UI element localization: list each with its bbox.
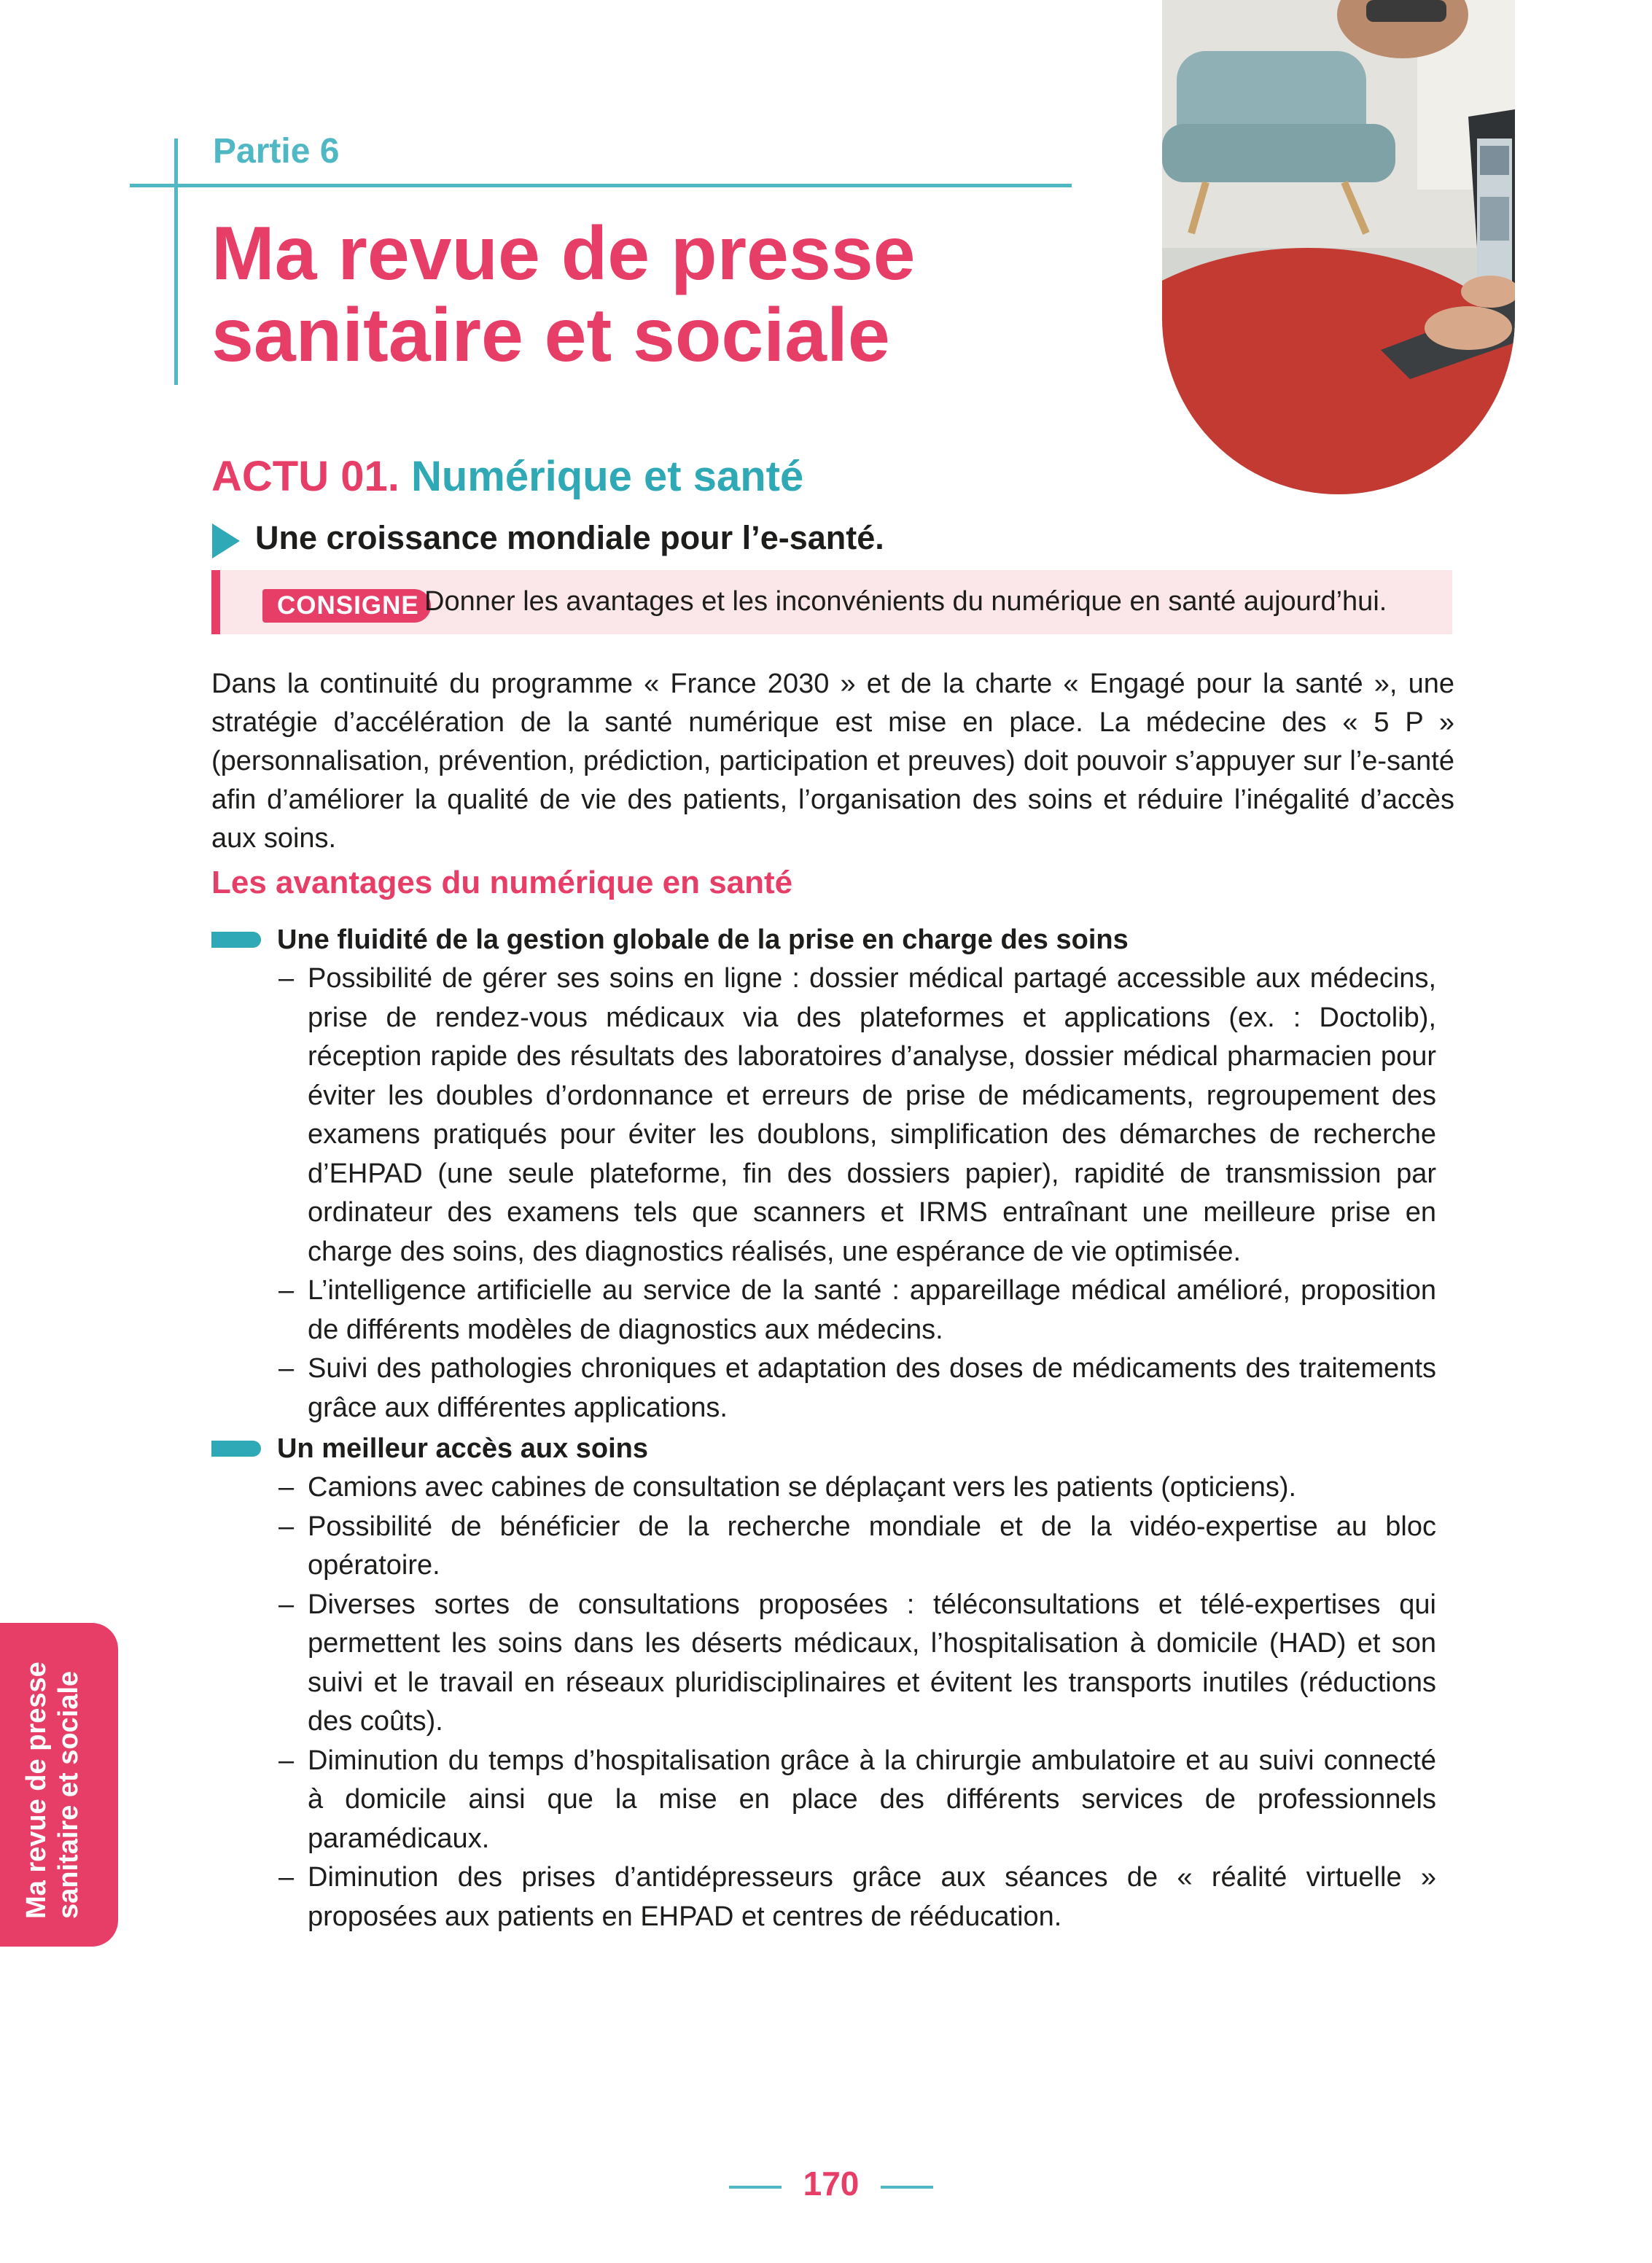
list-item	[211, 1858, 1451, 1936]
dash-icon: –	[278, 1353, 295, 1384]
group-items	[211, 959, 1451, 1427]
page-number: 170	[803, 2165, 860, 2202]
list-item	[211, 1742, 1451, 1859]
list-item-text: Diverses sortes de consultations proposées : téléconsultations et télé-expertises qui permettent les soins dans les déserts médicaux, l’hospitalisation à domicile (HAD) et son suivi et le travail en réseaux pluridisciplinaires et évitent les transports inutiles (réductions des coûts).	[308, 1589, 1436, 1737]
dash-icon: –	[278, 1275, 295, 1306]
bullet-bar-icon	[211, 1441, 261, 1457]
page-title	[211, 213, 1050, 376]
group-title-row	[211, 1430, 1451, 1468]
header-photo	[1162, 0, 1515, 494]
list-item-text: Camions avec cabines de consultation se déplaçant vers les patients (opticiens).	[308, 1472, 1297, 1503]
group-items	[211, 1468, 1451, 1936]
list-item-text: Suivi des pathologies chroniques et adaptation des doses de médicaments des traitements grâce aux différentes applications.	[308, 1353, 1436, 1423]
group-title: Un meilleur accès aux soins	[277, 1433, 649, 1464]
group-title-row	[211, 922, 1451, 959]
side-tab-text	[20, 1635, 85, 1919]
page-title-line1: Ma revue de presse	[211, 211, 916, 296]
side-tab-line1: Ma revue de presse	[21, 1662, 52, 1919]
list-item-text: Possibilité de gérer ses soins en ligne : dossier médical partagé accessible aux médecins, prise de rendez-vous médicaux via des plateformes et applications (ex. : Doctolib), réception rapide des résultats des laboratoires d’analyse, dossier médical pharmacien pour éviter les doubles d’ordonnance et erreurs de prise de médicaments, regroupement des examens pratiqués pour éviter les doublons, simplification des démarches de recherche d’EHPAD (une seule plateforme, fin des dossiers papier), rapidité de transmission par ordinateur des examens tels que scanners et IRMS entraînant une meilleure prise en charge des soins, des diagnostics réalisés, une espérance de vie optimisée.	[308, 963, 1436, 1267]
side-tab-line2: sanitaire et sociale	[53, 1670, 84, 1919]
list-item-text: Possibilité de bénéficier de la recherche mondiale et de la vidéo-expertise au bloc opératoire.	[308, 1511, 1436, 1581]
list-item-text: Diminution du temps d’hospitalisation grâce à la chirurgie ambulatoire et au suivi connecté à domicile ainsi que la mise en place des différents services de professionnels paramédicaux.	[308, 1745, 1436, 1854]
advantages-group-1	[211, 922, 1451, 1427]
list-item	[211, 1508, 1451, 1586]
page-number-rule-left	[729, 2186, 782, 2189]
group-title: Une fluidité de la gestion globale de la prise en charge des soins	[277, 924, 1129, 955]
advantages-group-2	[211, 1430, 1451, 1936]
dash-icon: –	[278, 1745, 295, 1776]
list-item-text: Diminution des prises d’antidépresseurs grâce aux séances de « réalité virtuelle » proposées aux patients en EHPAD et centres de rééducation.	[308, 1862, 1436, 1932]
actu-heading	[211, 452, 803, 501]
list-item	[211, 1586, 1451, 1742]
header-horizontal-rule	[130, 184, 1072, 187]
list-item	[211, 1468, 1451, 1508]
dash-icon: –	[278, 1472, 295, 1503]
actu-number: ACTU 01.	[211, 453, 400, 500]
page-number-rule-right	[881, 2186, 933, 2189]
consigne-badge: CONSIGNE	[262, 589, 431, 623]
list-item	[211, 1349, 1451, 1427]
section-heading: Les avantages du numérique en santé	[211, 865, 793, 900]
dash-icon: –	[278, 1862, 295, 1893]
list-item-text: L’intelligence artificielle au service de la santé : appareillage médical amélioré, proposition de différents modèles de diagnostics aux médecins.	[308, 1275, 1436, 1345]
dash-icon: –	[278, 1589, 295, 1620]
actu-name: Numérique et santé	[410, 453, 804, 500]
part-label: Partie 6	[213, 132, 340, 171]
intro-paragraph: Dans la continuité du programme « France 2030 » et de la charte « Engagé pour la santé », une stratégie d’accélération de la santé numérique est mise en place. La médecine des « 5 P » (personnalisation, prévention, prédiction, participation et preuves) doit pouvoir s’appuyer sur l’e-santé afin d’améliorer la qualité de vie des patients, l’organisation des soins et réduire l’inégalité d’accès aux soins.	[211, 669, 1454, 854]
consigne-box	[211, 570, 1452, 634]
triangle-arrow-icon	[212, 523, 240, 558]
page-title-line2: sanitaire et sociale	[211, 293, 890, 378]
photo-illustration	[1162, 0, 1515, 494]
bullet-bar-icon	[211, 932, 261, 948]
list-item	[211, 1271, 1451, 1349]
header-vertical-rule	[174, 139, 178, 385]
dash-icon: –	[278, 1511, 295, 1542]
dash-icon: –	[278, 963, 295, 994]
consigne-text: Donner les avantages et les inconvénients du numérique en santé aujourd’hui.	[424, 586, 1387, 617]
actu-subheading: Une croissance mondiale pour l’e-santé.	[255, 519, 884, 556]
list-item	[211, 959, 1451, 1271]
page-number-footer	[729, 2164, 933, 2208]
